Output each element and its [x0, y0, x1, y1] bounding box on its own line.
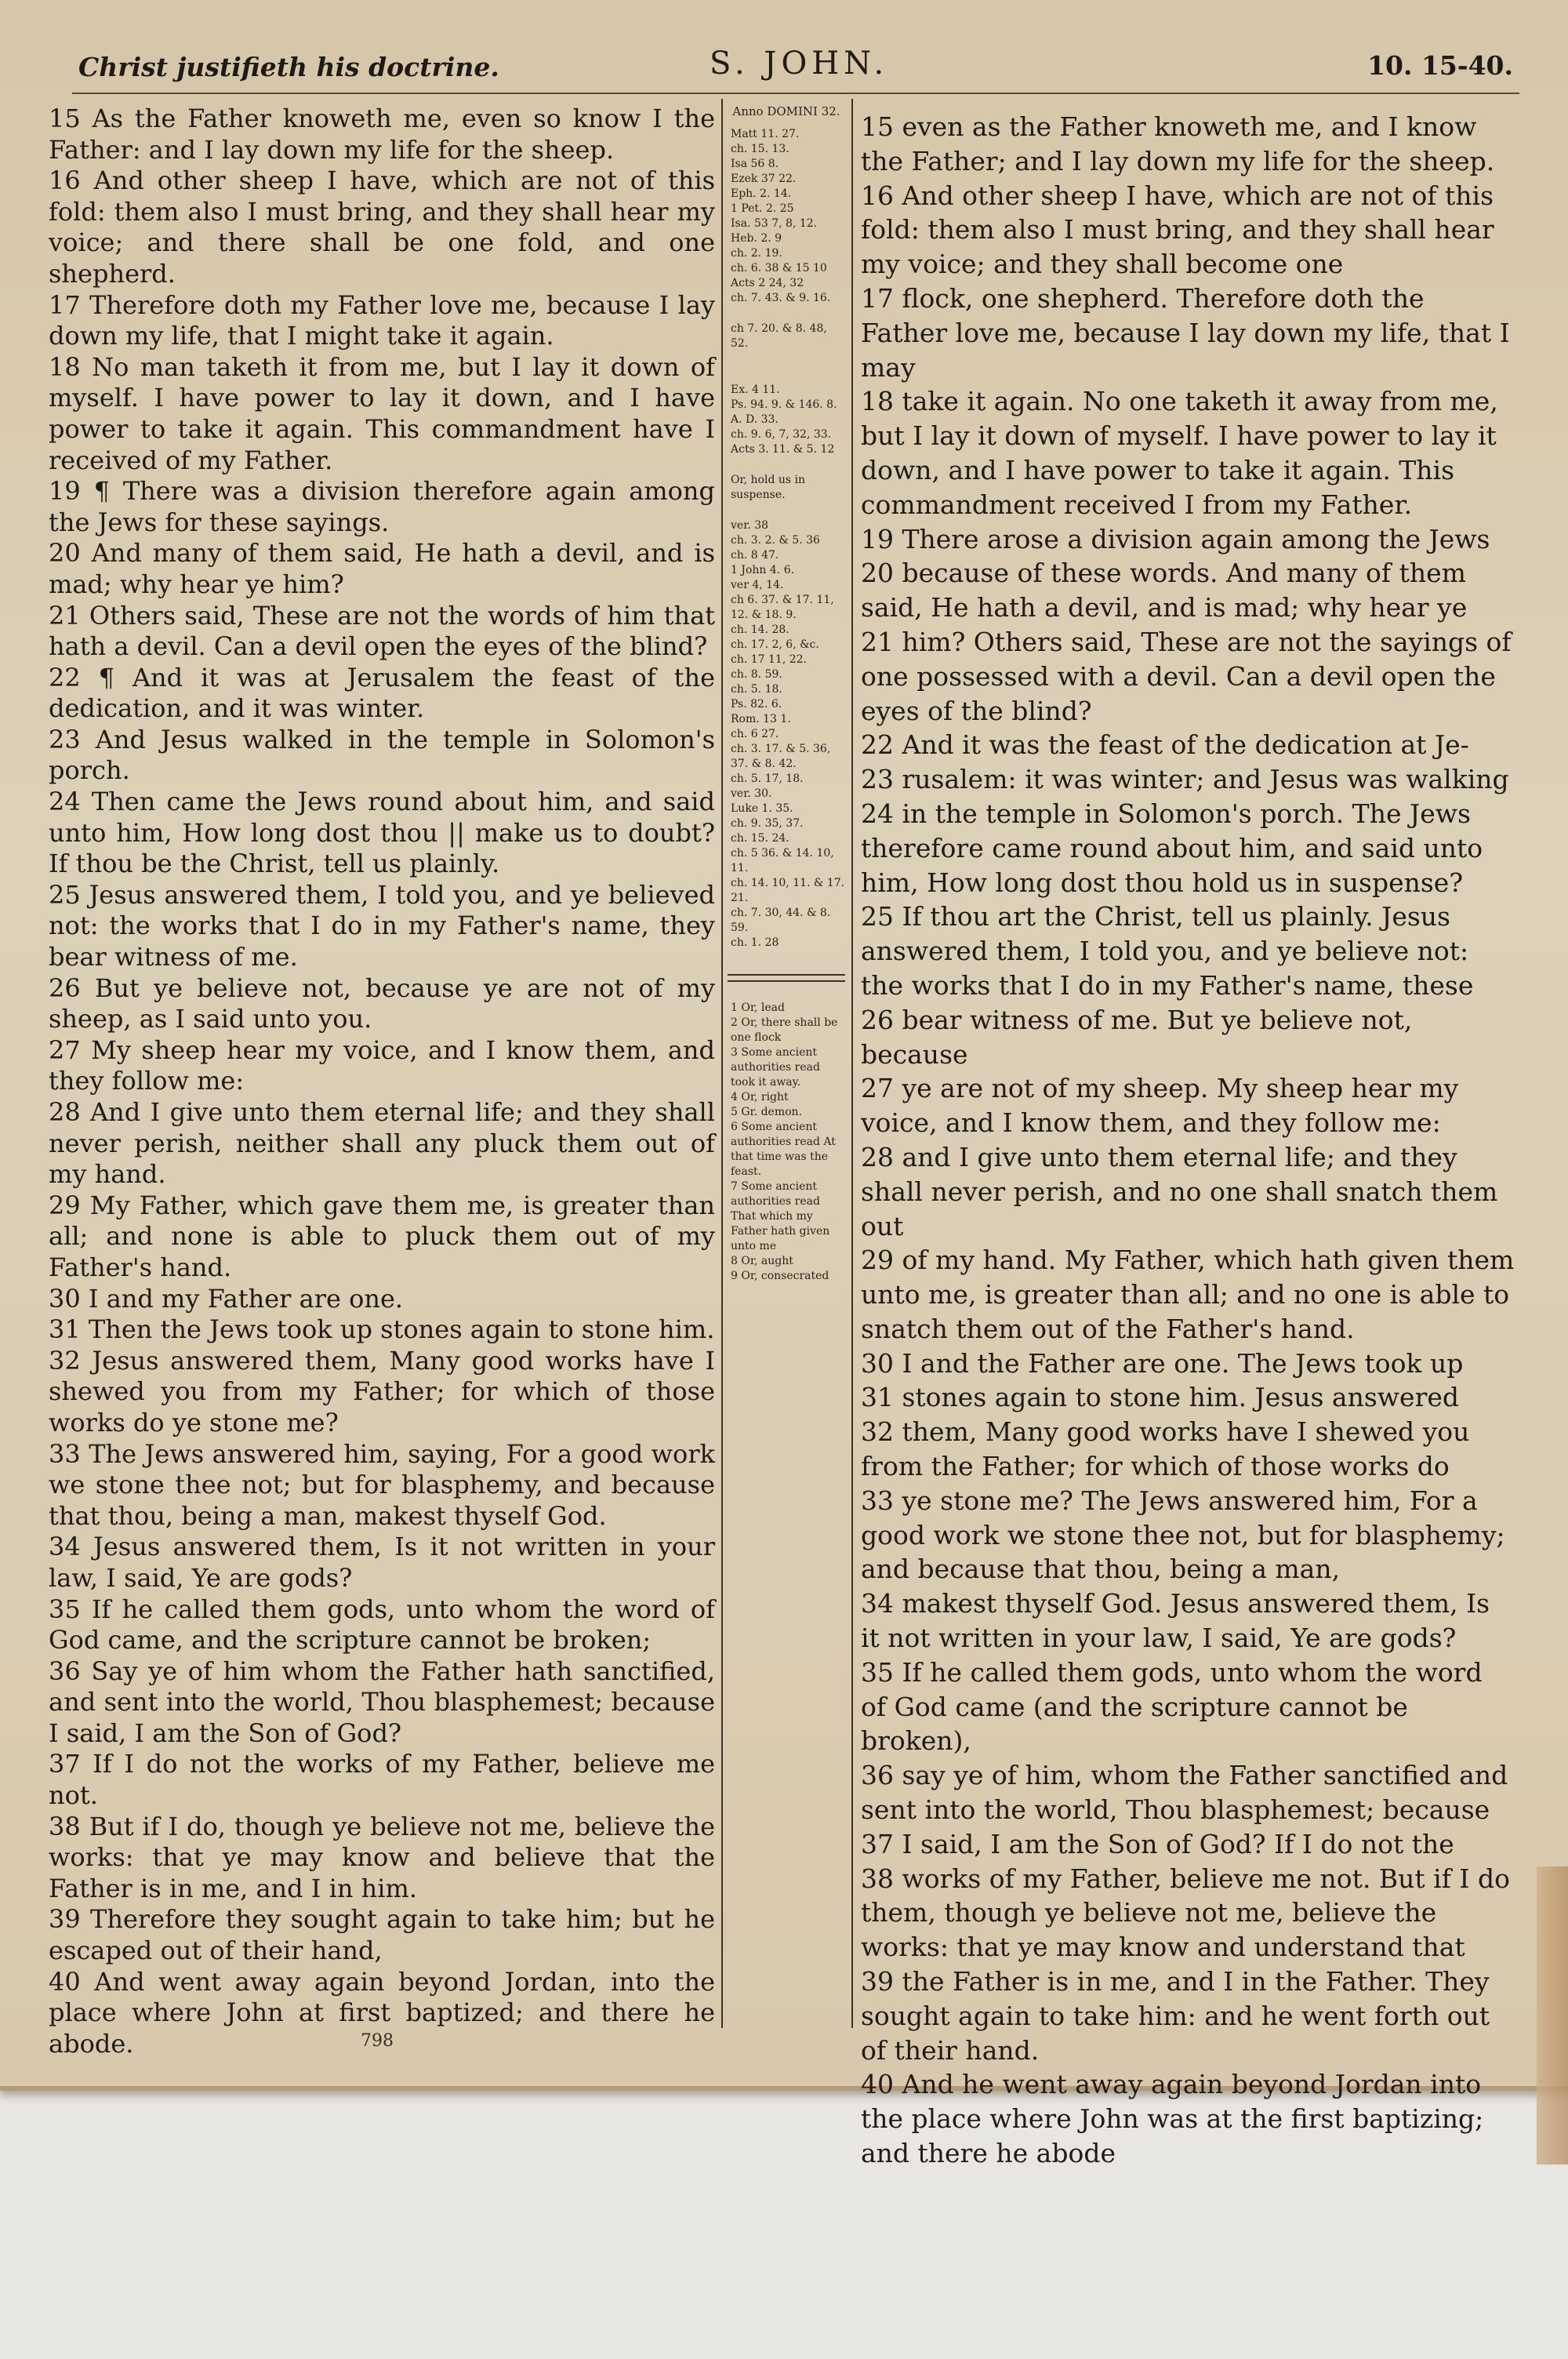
header-left-title: Christ justifieth his doctrine. [78, 52, 499, 82]
verse: 32 them, Many good works have I shewed you from the Father; for which of those works do [861, 1416, 1470, 1482]
cross-reference: ch. 5. 18. [731, 683, 782, 696]
verse: 35 If he called them gods, unto whom the word of God came, and the scripture cannot be broken; [49, 1594, 715, 1656]
verse: 25 If thou art the Christ, tell us plainly. Jesus answered them, I told you, and ye believe not: the works that I do in my Father's name, these [861, 901, 1474, 1001]
verse: 36 Say ye of him whom the Father hath sanctified, and sent into the world, Thou blasphemest; because I said, I am the Son of God? [49, 1656, 715, 1748]
verse: 33 ye stone me? The Jews answered him, For a good work we stone thee not, but for blasphemy; and because that thou, being a man, [861, 1485, 1505, 1585]
cross-reference [728, 367, 845, 383]
cross-reference: Eph. 2. 14. [731, 187, 792, 200]
verse: 19 ¶ There was a division therefore again among the Jews for these sayings. [49, 476, 715, 537]
cross-reference: ch. 3. 2. & 5. 36 [731, 534, 820, 547]
footnote: 5 Gr. demon. [731, 1106, 803, 1118]
cross-reference: ch. 9. 6, 7, 32, 33. [731, 428, 832, 441]
verse: 23 rusalem: it was winter; and Jesus was walking [861, 764, 1509, 795]
cross-reference: ch. 5. 17, 18. [731, 772, 804, 785]
cross-reference: A. D. 33. [731, 413, 779, 426]
verse: 34 makest thyself God. Jesus answered them, Is it not written in your law, I said, Ye are gods? [861, 1588, 1490, 1654]
cross-reference: 1 John 4. 6. [731, 564, 795, 576]
running-header [78, 45, 1513, 93]
cross-reference: Or, hold us in suspense. [731, 474, 806, 501]
cross-reference [728, 503, 845, 518]
cross-reference: ch. 15. 13. [731, 143, 789, 155]
verse: 20 And many of them said, He hath a devil, and is mad; why hear ye him? [49, 538, 715, 599]
verse: 39 the Father is in me, and I in the Father. They sought again to take him: and he went forth out of their hand. [861, 1966, 1490, 2066]
cross-references [728, 127, 845, 951]
cross-reference: Heb. 2. 9 [731, 232, 782, 245]
cross-reference: Rom. 13 1. [731, 713, 791, 725]
cross-reference: ch 7. 20. & 8. 48, 52. [731, 322, 827, 350]
verse: 21 him? Others said, These are not the sayings of one possessed with a devil. Can a devil open the eyes of the blind? [861, 626, 1512, 726]
verse: 33 The Jews answered him, saying, For a good work we stone thee not; but for blasphemy, and because that thou, being a man, makest thyself God. [49, 1438, 715, 1531]
cross-reference: ch. 14. 10, 11. & 17. 21. [731, 877, 845, 904]
cross-reference: ch. 9. 35, 37. [731, 817, 804, 830]
column-divider-left [721, 99, 723, 2028]
verse: 28 And I give unto them eternal life; and they shall never perish, neither shall any pluck them out of my hand. [49, 1097, 715, 1190]
cross-reference: ver 4, 14. [731, 579, 784, 591]
cross-reference: Ps. 94. 9. & 146. 8. [731, 398, 837, 411]
verse: 37 I said, I am the Son of God? If I do not the [861, 1828, 1454, 1859]
margin-column [728, 104, 845, 1284]
verse: 37 If I do not the works of my Father, believe me not. [49, 1749, 715, 1811]
authorized-version-column [49, 104, 715, 2059]
verse: 18 No man taketh it from me, but I lay it down of myself. I have power to lay it down, and I have power to take it again. This commandment have I received of my Father. [49, 351, 715, 475]
verse: 20 because of these words. And many of them said, He hath a devil, and is mad; why hear ye [861, 558, 1468, 623]
verse: 39 Therefore they sought again to take him; but he escaped out of their hand, [49, 1904, 715, 1966]
verse: 27 ye are not of my sheep. My sheep hear my voice, and I know them, and they follow me: [861, 1073, 1459, 1139]
verse: 26 bear witness of me. But ye believe not, because [861, 1004, 1413, 1070]
cross-reference [728, 306, 845, 322]
verse: 36 say ye of him, whom the Father sanctified and sent into the world, Thou blasphemest; because [861, 1760, 1508, 1826]
header-book-name: S. JOHN. [710, 45, 889, 82]
footnote: 7 Some ancient authorities read That which my Father hath given unto me [731, 1180, 830, 1252]
verse: 22 ¶ And it was at Jerusalem the feast of the dedication, and it was winter. [49, 662, 715, 724]
footnote: 1 Or, lead [731, 1001, 785, 1014]
verse: 31 stones again to stone him. Jesus answered [861, 1382, 1459, 1413]
verse: 30 I and the Father are one. The Jews took up [861, 1347, 1464, 1379]
page-number: 798 [361, 2031, 394, 2051]
cross-reference: ch. 1. 28 [731, 936, 779, 949]
cross-reference: Acts 2 24, 32 [731, 277, 804, 289]
cross-reference: Isa 56 8. [731, 158, 779, 170]
cross-reference: ch. 17. 2, 6, &c. [731, 638, 819, 651]
verse: 16 And other sheep I have, which are not of this fold: them also I must bring, and they shall hear my voice; and they shall become one [861, 180, 1494, 280]
verse: 23 And Jesus walked in the temple in Solomon's porch. [49, 724, 715, 786]
column-divider-right [851, 99, 853, 2028]
header-rule [72, 93, 1519, 94]
cross-reference: ch. 17 11, 22. [731, 653, 808, 666]
verse: 38 works of my Father, believe me not. But if I do them, though ye believe not me, believe the works: that ye may know and understand that [861, 1863, 1510, 1963]
verse: 17 Therefore doth my Father love me, because I lay down my life, that I might take it again. [49, 289, 715, 351]
verse: 27 My sheep hear my voice, and I know them, and they follow me: [49, 1034, 715, 1096]
revised-version-column [861, 110, 1515, 2171]
verse: 40 And he went away again beyond Jordan into the place where John was at the first baptizing; and there he abode [861, 2069, 1484, 2169]
verse: 16 And other sheep I have, which are not of this fold: them also I must bring, and they shall hear my voice; and there shall be one fold, and one shepherd. [49, 165, 715, 289]
verse: 24 in the temple in Solomon's porch. The Jews therefore came round about him, and said unto him, How long dost thou hold us in suspense? [861, 798, 1483, 898]
header-chapter-verses: 10. 15-40. [1367, 50, 1513, 81]
cross-reference: ch. 15. 24. [731, 832, 789, 845]
verse: 31 Then the Jews took up stones again to stone him. [49, 1314, 715, 1345]
cross-reference: ch. 14. 28. [731, 623, 789, 636]
verse: 24 Then came the Jews round about him, and said unto him, How long dost thou || make us to doubt? If thou be the Christ, tell us plainly. [49, 787, 715, 879]
double-rule [728, 974, 845, 982]
cross-reference: ver. 38 [731, 519, 769, 532]
cross-reference: Ex. 4 11. [731, 383, 780, 396]
verse: 35 If he called them gods, unto whom the word of God came (and the scripture cannot be broken), [861, 1656, 1483, 1757]
cross-reference: ch. 8 47. [731, 549, 779, 562]
verse: 17 flock, one shepherd. Therefore doth the Father love me, because I lay down my life, that I may [861, 282, 1510, 383]
verse: 21 Others said, These are not the words of him that hath a devil. Can a devil open the eyes of the blind? [49, 600, 715, 662]
footnote: 8 Or, aught [731, 1255, 793, 1267]
footnote: 4 Or, right [731, 1091, 789, 1103]
cross-reference: ch. 8. 59. [731, 668, 782, 681]
cross-reference: ch. 2. 19. [731, 247, 782, 260]
footnote: 6 Some ancient authorities read At that time was the feast. [731, 1121, 836, 1178]
verse: 18 take it again. No one taketh it away from me, but I lay it down of myself. I have power to lay it down, and I have power to take it again. This commandment received I from my Father. [861, 386, 1498, 520]
cross-reference: ch. 7. 30, 44. & 8. 59. [731, 907, 831, 934]
verse: 25 Jesus answered them, I told you, and ye believed not: the works that I do in my Father's name, they bear witness of me. [49, 879, 715, 972]
cross-reference: ver. 30. [731, 787, 772, 800]
verse: 19 There arose a division again among the Jews [861, 523, 1490, 554]
torn-corner [1537, 1866, 1568, 2165]
cross-reference: Ezek 37 22. [731, 173, 797, 185]
verse: 29 of my hand. My Father, which hath given them unto me, is greater than all; and no one is able to snatch them out of the Father's hand. [861, 1245, 1515, 1344]
footnotes [728, 1001, 845, 1284]
verse: 30 I and my Father are one. [49, 1283, 404, 1314]
cross-reference [728, 351, 845, 367]
cross-reference: ch. 3. 17. & 5. 36, 37. & 8. 42. [731, 743, 831, 770]
cross-reference: Isa. 53 7, 8, 12. [731, 217, 818, 230]
verse: 40 And went away again beyond Jordan, into the place where John at first baptized; and there he abode. [49, 1966, 715, 2059]
cross-reference: ch. 5 36. & 14. 10, 11. [731, 847, 834, 874]
cross-reference [728, 457, 845, 473]
verse: 28 and I give unto them eternal life; and they shall never perish, and no one shall snatch them out [861, 1141, 1498, 1241]
footnote: 2 Or, there shall be one flock [731, 1016, 838, 1044]
verse: 32 Jesus answered them, Many good works have I shewed you from my Father; for which of those works do ye stone me? [49, 1345, 715, 1438]
footnote: 9 Or, consecrated [731, 1270, 829, 1282]
verse: 15 As the Father knoweth me, even so know I the Father: and I lay down my life for the sheep. [49, 104, 715, 165]
cross-reference: Acts 3. 11. & 5. 12 [731, 443, 835, 456]
cross-reference: ch. 6. 38 & 15 10 [731, 262, 827, 274]
cross-reference: Luke 1. 35. [731, 802, 793, 815]
anno-domini: Anno DOMINI 32. [732, 104, 840, 118]
footnote: 3 Some ancient authorities read took it away. [731, 1046, 820, 1089]
cross-reference: 1 Pet. 2. 25 [731, 202, 794, 215]
cross-reference: ch 6. 37. & 17. 11, 12. & 18. 9. [731, 594, 834, 621]
verse: 15 even as the Father knoweth me, and I know the Father; and I lay down my life for the sheep. [861, 111, 1495, 176]
cross-reference: Matt 11. 27. [731, 128, 800, 140]
cross-reference: Ps. 82. 6. [731, 698, 782, 711]
verse: 38 But if I do, though ye believe not me, believe the works: that ye may know and believe that the Father is in me, and I in him. [49, 1811, 715, 1903]
verse: 29 My Father, which gave them me, is greater than all; and none is able to pluck them out of my Father's hand. [49, 1190, 715, 1282]
verse: 34 Jesus answered them, Is it not written in your law, I said, Ye are gods? [49, 1532, 715, 1593]
verse: 26 But ye believe not, because ye are not of my sheep, as I said unto you. [49, 972, 715, 1034]
cross-reference: ch. 6 27. [731, 728, 779, 740]
cross-reference: ch. 7. 43. & 9. 16. [731, 292, 831, 304]
verse: 22 And it was the feast of the dedication at Je- [861, 729, 1469, 761]
